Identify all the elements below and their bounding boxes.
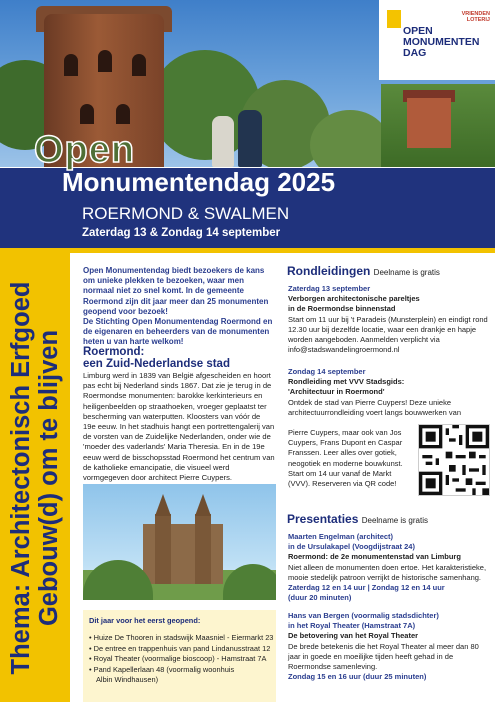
tour-2 — [288, 367, 488, 418]
presentation-2-location: in het Royal Theater (Hamstraat 7A) — [288, 621, 416, 631]
vriendenloterij-logo: VRIENDEN LOTERIJ — [461, 11, 490, 23]
location-subtitle: ROERMOND & SWALMEN — [82, 204, 290, 223]
presentation-1 — [288, 532, 488, 603]
tour-1-body: Start om 11 uur bij 't Paradeis (Munsterplein) en eindigt rond 12.30 uur bij dezelfde locatie, waar een drankje en hapje worden aangeboden. Aanmelden verplicht via info@stadswandelingroermond.nl — [288, 314, 488, 355]
presentation-1-title: Roermond: de 2e monumentenstad van Limburg — [288, 552, 461, 562]
presentations-heading — [287, 512, 428, 526]
list-item: Albin Windhausen) — [96, 675, 159, 684]
presentation-2-title: De betovering van het Royal Theater — [288, 631, 419, 641]
list-item: • De entree en trappenhuis van pand Lindanusstraat 12 — [89, 643, 271, 653]
flag-icon — [387, 10, 401, 28]
tour-1-date: Zaterdag 13 september — [288, 284, 371, 293]
page-title: Monumentendag 2025 — [62, 167, 336, 197]
list-item: • Huize De Thooren in stadswijk Maasniel - Eiermarkt 23 — [89, 633, 274, 642]
presentation-1-location: in de Ursulakapel (Voogdijstraat 24) — [288, 542, 415, 552]
presentation-2-times: Zondag 15 en 16 uur (duur 25 minuten) — [288, 672, 427, 682]
presentation-1-duration: (duur 20 minuten) — [288, 593, 352, 603]
title-open: Open — [34, 129, 136, 171]
tours-heading — [287, 264, 440, 278]
presentations-heading-text: Presentaties — [287, 512, 359, 526]
new-open-list — [89, 633, 274, 686]
presentations-note: Deelname is gratis — [361, 516, 428, 525]
intro-paragraph-1: Open Monumentendag biedt bezoekers de kans om unieke plekken te bezoeken, waar men normaal niet zo snel komt. In de gemeente Roermond zijn dit jaar meer dan 25 monumenten geopend voor bezoek! — [83, 266, 269, 316]
presentation-2-body: De brede betekenis die het Royal Theater al meer dan 80 jaar in goede en moeilijke tijden heeft gehad in de Roermondse samenleving. — [288, 641, 479, 672]
theme-text — [7, 263, 63, 693]
intro-paragraph-2: De Stichting Open Monumentendag Roermond en de eigenaren en beheerders van de monumenten heten u van harte welkom! — [83, 317, 273, 347]
tours-note: Deelname is gratis — [373, 268, 440, 277]
roermond-heading-1: Roermond: — [83, 346, 145, 358]
roermond-body: Limburg werd in 1839 van België afgescheiden en hoort pas echt bij Nederland sinds 1867. Dat zie je terug in de Roermondse monumenten: barokke kerkinterieurs en heiligenbeelden op straathoeken, vroeger geplaatst ter bescherming van waterputten. Kloosters van vóór de 19e eeuw. In het stadhuis hangt een portrettengalerij van de vorsten van de Zuidelijke Nederlanden, onder wie de 'moeder des vaderlands' Maria Theresia. En in de 19e eeuw werd de bisschopsstad Roermond het centrum van de katholieke emancipatie, die visueel werd vormgegeven door architect Pierre Cuypers. — [83, 371, 275, 483]
qr-code[interactable] — [418, 424, 490, 496]
new-open-title: Dit jaar voor het eerst geopend: — [89, 616, 201, 625]
theme-line-2: Gebouw(d) om te blijven — [35, 329, 63, 627]
tour-2-body-1: Ontdek de stad van Pierre Cuypers! Deze unieke architectuurrondleiding voert langs bouwwerken van — [288, 397, 462, 417]
presentation-1-body: Niet alleen de monumenten doen ertoe. Het karakteristieke, mooie stedelijk patroon verrijkt de historische samenhang. — [288, 562, 487, 582]
presentation-2 — [288, 611, 488, 682]
tour-2-title-1: Rondleiding met VVV Stadsgids: — [288, 377, 405, 387]
cathedral-photo — [83, 484, 276, 600]
presentation-1-speaker: Maarten Engelman (architect) — [288, 532, 394, 541]
tour-1-title-2: in de Roermondse binnenstad — [288, 304, 396, 314]
logo-line-dag: DAG — [403, 47, 427, 59]
tour-2-more — [288, 428, 413, 489]
intro-text — [83, 266, 273, 348]
open-monumentendag-logo — [379, 0, 495, 80]
logo-text — [403, 26, 479, 59]
tour-1-title-1: Verborgen architectonische pareltjes — [288, 294, 420, 304]
qr-code-icon — [419, 425, 489, 495]
list-item: • Pand Kapellerlaan 48 (voormalig woonhuis — [89, 664, 235, 674]
roermond-heading — [83, 346, 283, 370]
roermond-heading-2: een Zuid-Nederlandse stad — [83, 358, 230, 370]
tour-2-title-2: 'Architectuur in Roermond' — [288, 387, 385, 397]
yellow-divider — [0, 248, 495, 253]
presentation-2-speaker: Hans van Bergen (voormalig stadsdichter) — [288, 611, 439, 620]
logo-line-monumenten: MONUMENTEN — [403, 36, 480, 48]
theme-line-1: Thema: Architectonisch Erfgoed — [7, 281, 35, 675]
tour-2-body-2: Pierre Cuypers, maar ook van Jos Cuypers, Frans Dupont en Caspar Franssen. Leer alles over gotiek, neogotiek en moderne bouwkunst. Start om 14 uur vanaf de Markt (VVV). Reserveren via QR code! — [288, 428, 403, 489]
tours-heading-text: Rondleidingen — [287, 264, 371, 278]
list-item: • Royal Theater (voormalige bioscoop) - Hamstraat 7A — [89, 654, 267, 663]
presentation-1-times: Zaterdag 12 en 14 uur | Zondag 12 en 14 uur — [288, 583, 445, 593]
new-open-box — [83, 610, 276, 702]
castle-photo — [381, 84, 495, 167]
logo-line-open: OPEN — [403, 25, 433, 37]
tour-1 — [288, 284, 488, 355]
event-dates: Zaterdag 13 & Zondag 14 september — [82, 227, 281, 239]
tour-2-date: Zondag 14 september — [288, 367, 366, 376]
